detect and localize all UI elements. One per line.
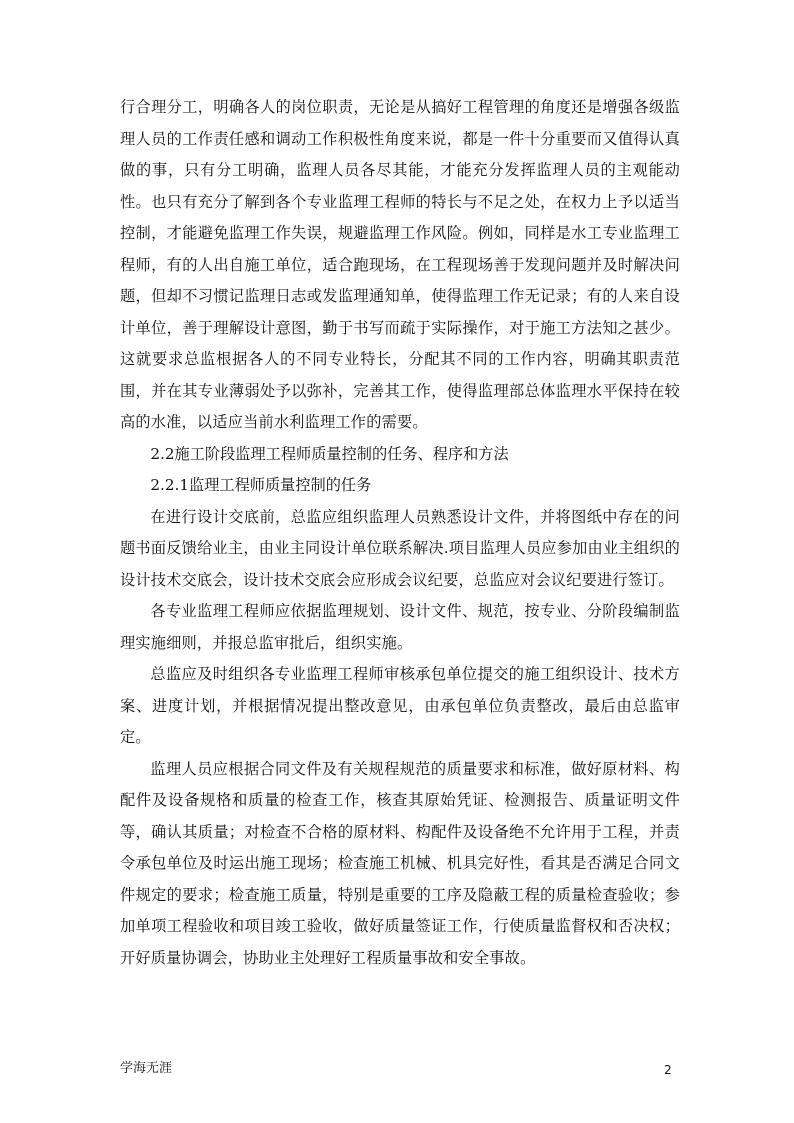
paragraph-design-disclosure: 在进行设计交底前，总监应组织监理人员熟悉设计文件，并将图纸中存在的问题书面反馈给业主，由业主同设计单位联系解决.项目监理人员应参加由业主组织的设计技术交底会，设计技术交底会应形成会议纪要，总监应对会议纪要进行签订。 xyxy=(120,507,680,589)
section-heading-2-2-1: 2.2.1监理工程师质量控制的任务 xyxy=(150,476,372,494)
document-body xyxy=(120,92,680,974)
paragraph-division-of-duties: 行合理分工，明确各人的岗位职责，无论是从搞好工程管理的角度还是增强各级监理人员的工作责任感和调动工作积极性角度来说，都是一件十分重要而又值得认真做的事，只有分工明确，监理人员各尽其能，才能充分发挥监理人员的主观能动性。也只有充分了解到各个专业监理工程师的特长与不足之处，在权力上予以适当控制，才能避免监理工作失误，规避监理工作风险。例如，同样是水工专业监理工程师，有的人出自施工单位，适合跑现场，在工程现场善于发现问题并及时解决问题，但却不习惯记监理日志或发监理通知单，使得监理工作无记录；有的人来自设计单位，善于理解设计意图，勤于书写而疏于实际操作，对于施工方法知之甚少。这就要求总监根据各人的不同专业特长，分配其不同的工作内容，明确其职责范围，并在其专业薄弱处予以弥补，完善其工作，使得监理部总体监理水平保持在较高的水准，以适应当前水利监理工作的需要。 xyxy=(120,98,680,431)
page-number: 2 xyxy=(664,1063,672,1077)
section-heading-2-2: 2.2施工阶段监理工程师质量控制的任务、程序和方法 xyxy=(150,444,509,463)
paragraph-implementation-rules: 各专业监理工程师应依据监理规划、设计文件、规范，按专业、分阶段编制监理实施细则，并报总监审批后，组织实施。 xyxy=(120,602,680,652)
footer-text: 学海无涯 xyxy=(120,1061,173,1076)
paragraph-quality-inspection: 监理人员应根据合同文件及有关规程规范的质量要求和标准，做好原材料、构配件及设备规格和质量的检查工作，核查其原始凭证、检测报告、质量证明文件等，确认其质量；对检查不合格的原材料、构配件及设备绝不允许用于工程，并责令承包单位及时运出施工现场；检查施工机械、机具完好性，看其是否满足合同文件规定的要求；检查施工质量，特别是重要的工序及隐蔽工程的质量检查验收；参加单项工程验收和项目竣工验收，做好质量签证工作，行使质量监督权和否决权；开好质量协调会，协助业主处理好工程质量事故和安全事故。 xyxy=(120,759,680,967)
paragraph-construction-plan-review: 总监应及时组织各专业监理工程师审核承包单位提交的施工组织设计、技术方案、进度计划，并根据情况提出整改意见，由承包单位负责整改，最后由总监审定。 xyxy=(120,665,680,746)
